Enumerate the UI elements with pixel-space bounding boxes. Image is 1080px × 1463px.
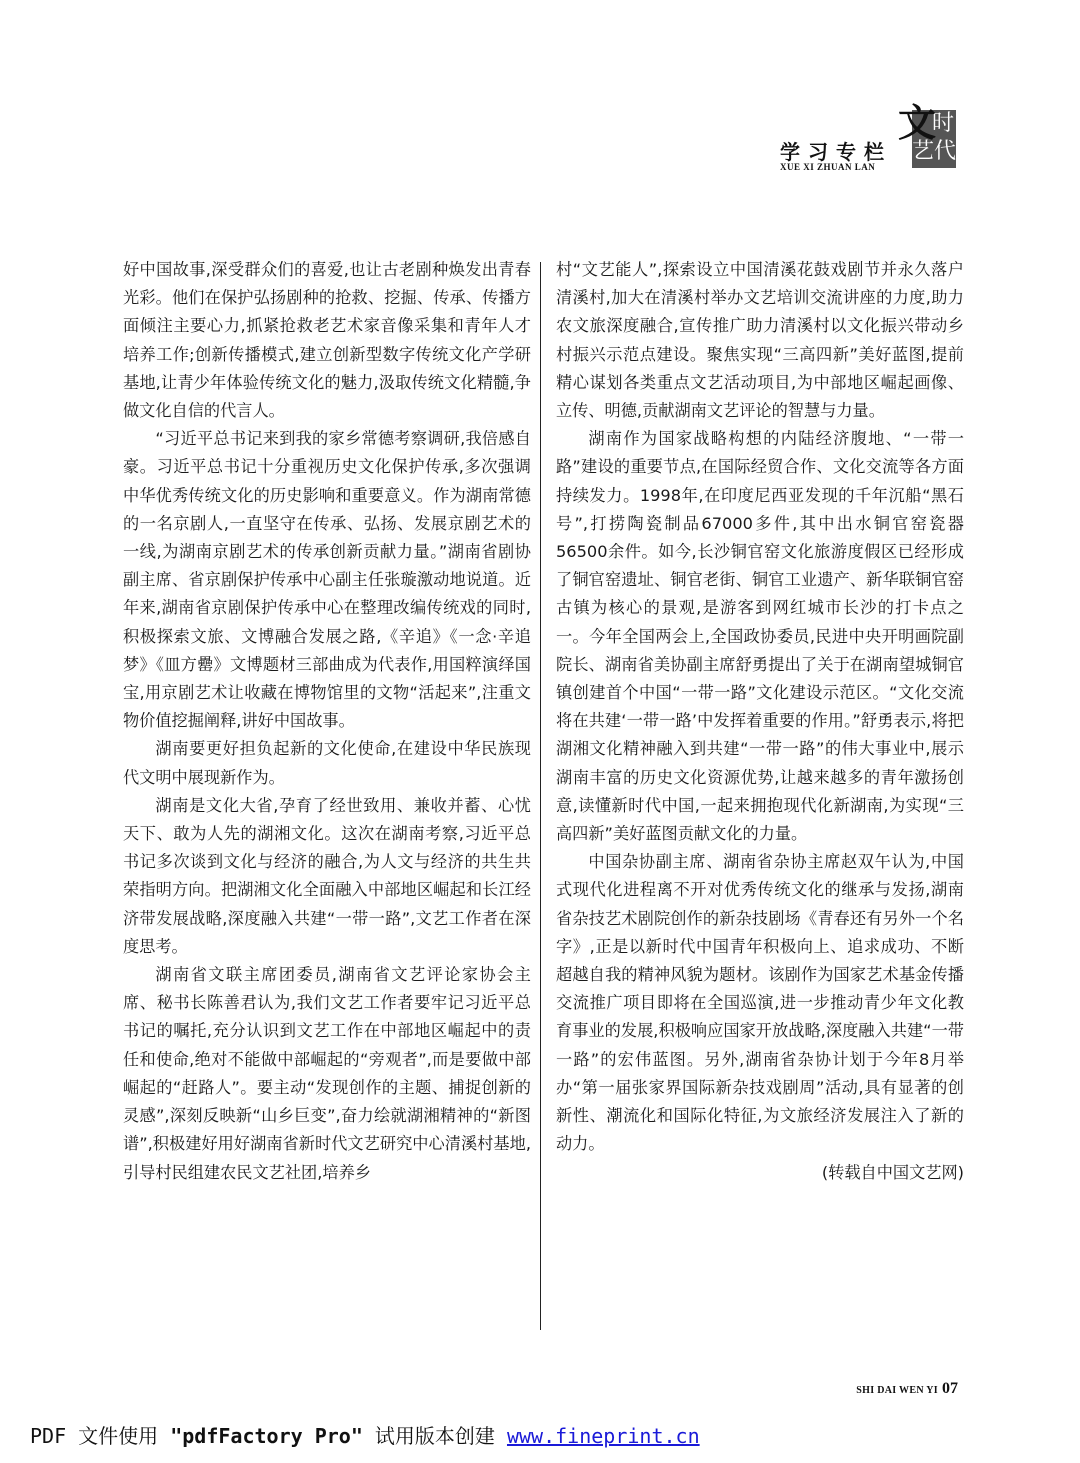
- journal-label: SHI DAI WEN YI: [856, 1385, 938, 1396]
- section-pinyin: XUE XI ZHUAN LAN: [780, 162, 876, 172]
- logo-char-dai: 代: [934, 139, 957, 164]
- page-footer: [856, 1380, 958, 1398]
- paragraph: 湖南省文联主席团委员,湖南省文艺评论家协会主席、秘书长陈善君认为,我们文艺工作者要牢记习近平总书记的嘱托,充分认识到文艺工作在中部地区崛起中的责任和使命,绝对不能做中部崛起的“旁观者”,而是要做中部崛起的“赶路人”。要主动“发现创作的主题、捕捉创新的灵感”,深刻反映新“山乡巨变”,奋力绘就湖湘精神的“新图谱”,积极建好用好湖南省新时代文艺研究中心清溪村基地,引导村民组建农民文艺社团,培养乡: [123, 965, 531, 1182]
- paragraph: 湖南要更好担负起新的文化使命,在建设中华民族现代文明中展现新作为。: [123, 739, 531, 787]
- paragraph: 好中国故事,深受群众们的喜爱,也让古老剧种焕发出青春光彩。他们在保护弘扬剧种的抢救、挖掘、传承、传播方面倾注主要心力,抓紧抢救老艺术家音像采集和青年人才培养工作;创新传播模式,建立创新型数字传统文化产学研基地,让青少年体验传统文化的魅力,汲取传统文化精髓,争做文化自信的代言人。: [123, 260, 531, 421]
- logo-char-wen: 文: [898, 100, 937, 145]
- paragraph: 村“文艺能人”,探索设立中国清溪花鼓戏剧节并永久落户清溪村,加大在清溪村举办文艺培训交流讲座的力度,助力农文旅深度融合,宣传推广助力清溪村以文化振兴带动乡村振兴示范点建设。聚焦实现“三高四新”美好蓝图,提前精心谋划各类重点文艺活动项目,为中部地区崛起画像、立传、明德,贡献湖南文艺评论的智慧与力量。: [556, 260, 964, 421]
- page-header: [760, 100, 960, 184]
- watermark-prefix: PDF 文件使用: [30, 1424, 171, 1448]
- paragraph: 湖南作为国家战略构想的内陆经济腹地、“一带一路”建设的重要节点,在国际经贸合作、文化交流等各方面持续发力。1998年,在印度尼西亚发现的千年沉船“黑石号”,打捞陶瓷制品67000多件,其中出水铜官窑瓷器56500余件。如今,长沙铜官窑文化旅游度假区已经形成了铜官窑遗址、铜官老街、铜官工业遗产、新华联铜官窑古镇为核心的景观,是游客到网红城市长沙的打卡点之一。今年全国两会上,全国政协委员,民进中央开明画院副院长、湖南省美协副主席舒勇提出了关于在湖南望城铜官镇创建首个中国“一带一路”文化建设示范区。“文化交流将在共建‘一带一路’中发挥着重要的作用。”舒勇表示,将把湖湘文化精神融入到共建“一带一路”的伟大事业中,展示湖南丰富的历史文化资源优势,让越来越多的青年激扬创意,读懂新时代中国,一起来拥抱现代化新湖南,为实现“三高四新”美好蓝图贡献文化的力量。: [556, 429, 964, 844]
- article-column-left: [123, 256, 531, 1187]
- magazine-logo: [898, 100, 958, 170]
- column-divider: [540, 262, 541, 1330]
- source-note: (转载自中国文艺网): [821, 1162, 964, 1182]
- fineprint-link[interactable]: www.fineprint.cn: [506, 1424, 700, 1448]
- logo-char-yi: 艺: [912, 139, 935, 164]
- section-title: 学习专栏: [780, 140, 892, 164]
- logo-char-shi: 时: [932, 111, 955, 136]
- watermark-product: "pdfFactory Pro": [170, 1424, 363, 1448]
- paragraph: 湖南是文化大省,孕育了经世致用、兼收并蓄、心忧天下、敢为人先的湖湘文化。这次在湖南考察,习近平总书记多次谈到文化与经济的融合,为人文与经济的共生共荣指明方向。把湖湘文化全面融入中部地区崛起和长江经济带发展战略,深度融入共建“一带一路”,文艺工作者在深度思考。: [123, 795, 531, 956]
- page-number: 07: [942, 1380, 958, 1397]
- pdf-watermark: [30, 1420, 700, 1449]
- paragraph: 中国杂协副主席、湖南省杂协主席赵双午认为,中国式现代化进程离不开对优秀传统文化的继承与发扬,湖南省杂技艺术剧院创作的新杂技剧场《青春还有另外一个名字》,正是以新时代中国青年积极向上、追求成功、不断超越自我的精神风貌为题材。该剧作为国家艺术基金传播交流推广项目即将在全国巡演,进一步推动青少年文化教育事业的发展,积极响应国家开放战略,深度融入共建“一带一路”的宏伟蓝图。另外,湖南省杂协计划于今年8月举办“第一届张家界国际新杂技戏剧周”活动,具有显著的创新性、潮流化和国际化特征,为文旅经济发展注入了新的动力。: [556, 852, 964, 1154]
- article-column-right: [556, 256, 964, 1187]
- watermark-middle: 试用版本创建: [362, 1424, 507, 1448]
- paragraph: “习近平总书记来到我的家乡常德考察调研,我倍感自豪。习近平总书记十分重视历史文化保护传承,多次强调中华优秀传统文化的历史影响和重要意义。作为湖南常德的一名京剧人,一直坚守在传承、弘扬、发展京剧艺术的一线,为湖南京剧艺术的传承创新贡献力量。”湖南省剧协副主席、省京剧保护传承中心副主任张璇激动地说道。近年来,湖南省京剧保护传承中心在整理改编传统戏的同时,积极探索文旅、文博融合发展之路,《辛追》《一念·辛追梦》《皿方罍》文博题材三部曲成为代表作,用国粹演绎国宝,用京剧艺术让收藏在博物馆里的文物“活起来”,注重文物价值挖掘阐释,讲好中国故事。: [123, 429, 531, 731]
